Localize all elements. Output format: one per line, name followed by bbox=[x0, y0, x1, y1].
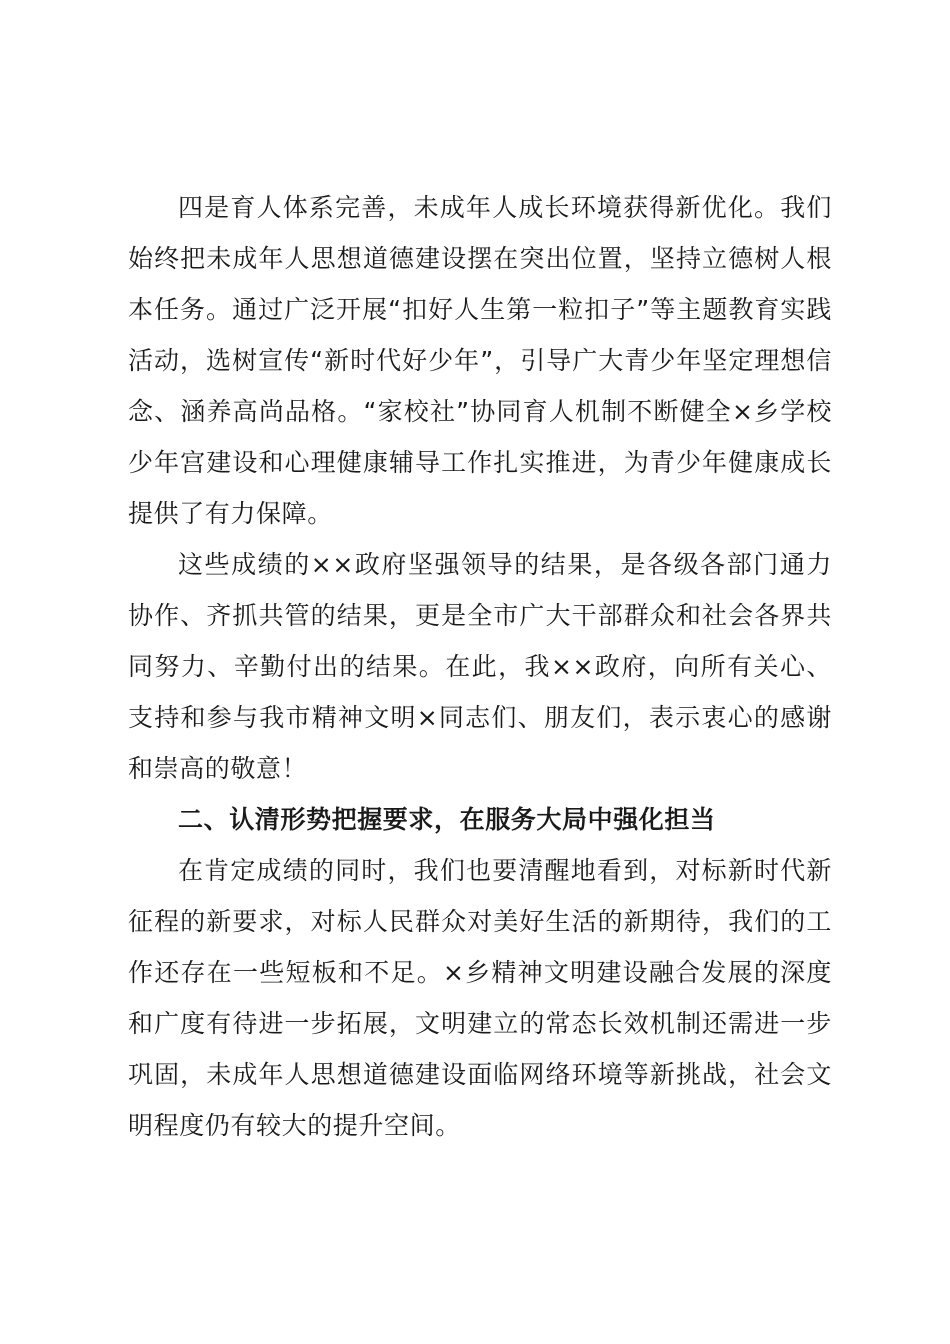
paragraph-youth-education: 四是育人体系完善，未成年人成长环境获得新优化。我们始终把未成年人思想道德建设摆在突出位置，坚持立德树人根本任务。通过广泛开展“扣好人生第一粒扣子”等主题教育实践活动，选树宣传“新时代好少年”，引导广大青少年坚定理想信念、涵养高尚品格。“家校社”协同育人机制不断健全×乡学校少年宫建设和心理健康辅导工作扎实推进，为青少年健康成长提供了有力保障。 bbox=[128, 193, 832, 528]
section-heading-two: 二、认清形势把握要求，在服务大局中强化担当 bbox=[178, 805, 716, 834]
paragraph-shortcomings: 在肯定成绩的同时，我们也要清醒地看到，对标新时代新征程的新要求，对标人民群众对美好生活的新期待，我们的工作还存在一些短板和不足。×乡精神文明建设融合发展的深度和广度有待进一步拓展，文明建立的常态长效机制还需进一步巩固，未成年人思想道德建设面临网络环境等新挑战，社会文明程度仍有较大的提升空间。 bbox=[128, 856, 832, 1140]
document-body bbox=[128, 182, 832, 1151]
paragraph-acknowledgement: 这些成绩的××政府坚强领导的结果，是各级各部门通力协作、齐抓共管的结果，更是全市广大干部群众和社会各界共同努力、辛勤付出的结果。在此，我××政府，向所有关心、支持和参与我市精神文明×同志们、朋友们，表示衷心的感谢和崇高的敬意！ bbox=[128, 550, 832, 783]
